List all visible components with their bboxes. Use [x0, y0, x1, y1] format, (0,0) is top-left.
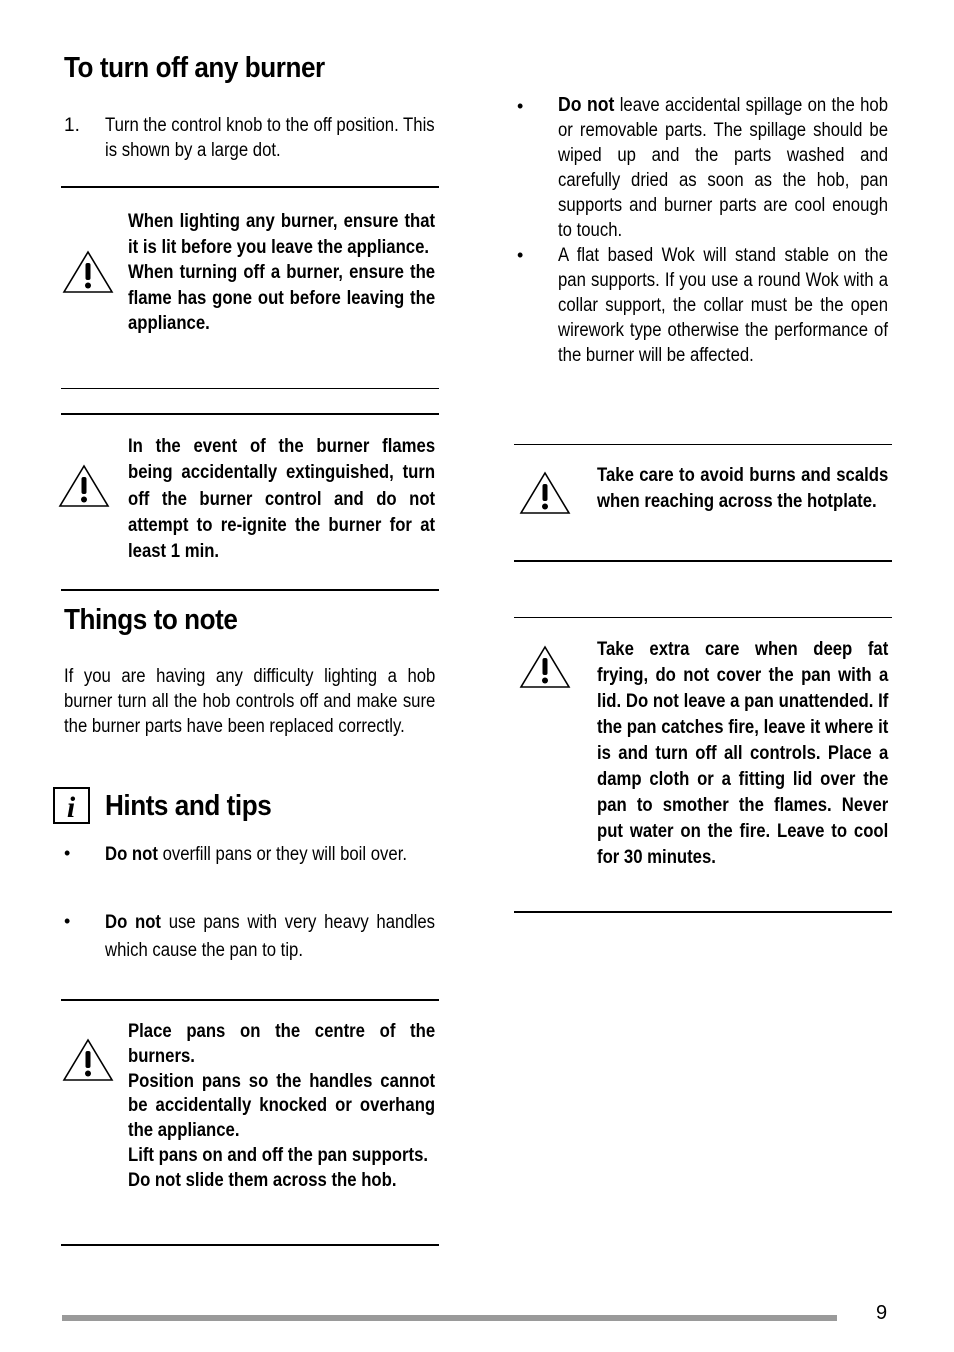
footer-bar [62, 1315, 837, 1321]
warning-burns-text: Take care to avoid burns and scalds when reaching across the hotplate. [597, 465, 889, 512]
page-number: 9 [876, 1302, 888, 1324]
info-icon [53, 787, 90, 824]
warning-triangle-icon [62, 250, 114, 294]
divider [514, 560, 892, 562]
heading-turn-off-burner: To turn off any burner [64, 52, 325, 84]
spillage-text: Do not leave accidental spillage on the hob or removable parts. The spillage should be wiped up and the parts washed and carefully dried as soon as the hob, pan supports and burner parts are cool enough to touch. [558, 94, 888, 241]
divider [514, 444, 892, 445]
warning-triangle-icon [519, 645, 571, 689]
divider [61, 589, 439, 591]
warning-handles-text: Position pans so the handles cannot be accidentally knocked or overhang the appliance. [128, 1070, 436, 1142]
warning-triangle-icon [58, 464, 110, 508]
divider [61, 186, 439, 188]
divider [61, 1244, 439, 1246]
step-text: Turn the control knob to the off position. This is shown by a large dot. [105, 115, 435, 161]
divider [514, 911, 892, 913]
bullet: • [517, 96, 524, 116]
wok-text: A flat based Wok will stand stable on the pan supports. If you use a round Wok with a collar support, the collar must be the open wirework type otherwise the performance of the burner will be affected. [558, 245, 888, 366]
heading-hints-and-tips: Hints and tips [105, 790, 272, 822]
bullet: • [64, 911, 71, 931]
warning-extinguished-text: In the event of the burner flames being accidentally extinguished, turn off the burner control and do not attempt to re-ignite the burner for at least 1 min. [128, 436, 436, 563]
warning-centre-pans-text: Place pans on the centre of the burners. [128, 1021, 436, 1067]
hint-overfill-text: Do not overfill pans or they will boil over. [105, 844, 407, 865]
divider [61, 999, 439, 1001]
warning-lift-pans-text: Lift pans on and off the pan supports. [128, 1144, 429, 1166]
warning-no-slide-text: Do not slide them across the hob. [128, 1169, 397, 1191]
divider [61, 388, 439, 389]
warning-deep-fat-text: Take extra care when deep fat frying, do not cover the pan with a lid. Do not leave a pan unattended. If the pan catches fire, leave it where it is and turn off all controls. Place a damp cloth or a fitting lid over the pan to smother the flames. Never put water on the fire. Leave to cool for 30 minutes. [597, 639, 889, 868]
svg-text:i: i [66, 791, 76, 824]
divider [61, 413, 439, 415]
warning-triangle-icon [62, 1038, 114, 1082]
divider [514, 617, 892, 618]
bullet: • [64, 843, 71, 863]
hint-heavy-handles-text: Do not use pans with very heavy handles which cause the pan to tip. [105, 912, 435, 961]
things-to-note-text: If you are having any difficulty lighting a hob burner turn all the hob controls off and make sure the burner parts have been replaced correctly. [64, 666, 436, 737]
warning-turning-off-text: When turning off a burner, ensure the flame has gone out before leaving the appliance. [128, 262, 436, 334]
step-number: 1. [64, 115, 80, 136]
warning-lighting-text: When lighting any burner, ensure that it is lit before you leave the appliance. [128, 211, 436, 258]
warning-triangle-icon [519, 471, 571, 515]
heading-things-to-note: Things to note [64, 604, 238, 636]
bullet: • [517, 245, 524, 265]
